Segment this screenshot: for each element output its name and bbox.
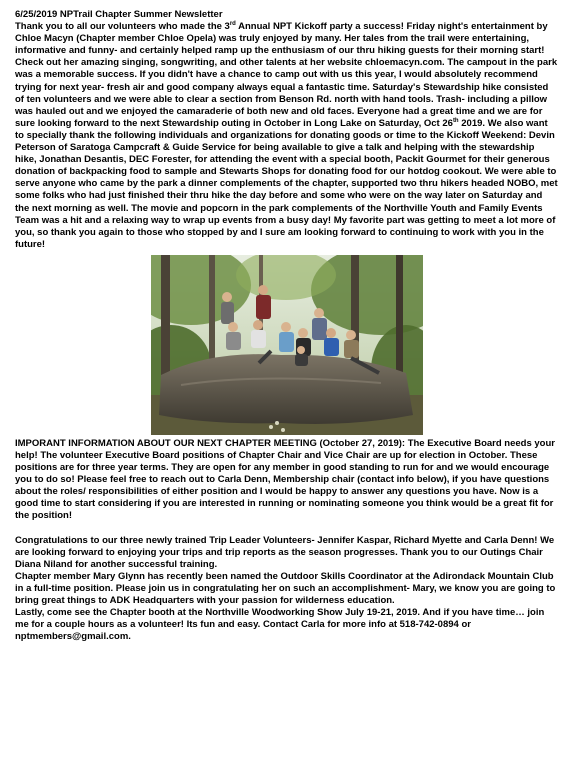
intro-superscript-2: th: [452, 117, 459, 124]
group-photo: [151, 255, 423, 435]
newsletter-header: 6/25/2019 NPTrail Chapter Summer Newsletter: [15, 9, 223, 20]
group-photo-illustration: [151, 255, 423, 435]
intro-paragraph: [15, 21, 558, 251]
intro-text-b: Annual NPT Kickoff party a success! Friday night's entertainment by Chloe Macyn (Chapter member Chloe Opela) was truly enjoyed by many. Her tales from the trail were entertaining, informative and funny- and certainly helped ramp up the enthusiasm of our thru hiking guests for their morning start! Check out her amazing singing, songwriting, and other talents at her website chloemacyn.com. The campout in the park was a memorable success. If you didn't have a chance to camp out with us this year, I would absolutely recommend trying for next year- fresh air and good company always equal a fantastic time. Saturday's Stewardship hike consisted of ten volunteers and we were able to clear a section from Benson Rd. north with hand tools. Trash- including a pillow was hauled out and we enjoyed the camaraderie of both new and old faces. Everyone had a great time and we are for sure looking forward to the next Stewardship outing in October in Long Lake on Saturday, Oct 26: [15, 21, 558, 129]
intro-text-a: Thank you to all our volunteers who made the 3: [15, 21, 230, 33]
intro-superscript: rd: [229, 20, 236, 27]
newsletter-page: [15, 9, 558, 643]
congrats-paragraph: Congratulations to our three newly trained Trip Leader Volunteers- Jennifer Kaspar, Richard Myette and Carla Denn! We are looking forward to enjoying your trips and trip reports as the season progresses. Thank you to our Outings Chair Diana Niland for another successful training.: [15, 534, 555, 570]
lastly-paragraph: Lastly, come see the Chapter booth at the Northville Woodworking Show July 19-21, 2019. And if you have time… join me for a couple hours as a volunteer! Its fun and easy. Contact Carla for more info at 518-742-0894 or nptmembers@gmail.com.: [15, 607, 545, 643]
meeting-paragraph: IMPORANT INFORMATION ABOUT OUR NEXT CHAPTER MEETING (October 27, 2019): The Executive Board needs your help! The volunteer Executive Board positions of Chapter Chair and Vice Chair are up for election in October. These positions are for three year terms. They are open for any member in good standing to run for and we would encourage you to do so! Please feel free to reach out to Carla Denn, Membership chair (contact info below), if you have questions about the roles/ responsibilities of either position and I would be happy to answer any questions you have. Now is a good time to start considering if you are interested in running or nominating someone you think would be a great fit for the position!: [15, 437, 555, 522]
intro-text-c: 2019. We also want to specially thank the following individuals and organizations for donating goods or time to the Kickoff Weekend: Devin Peterson of Saratoga Campcraft & Guide Service for being available to give a talk and helping with the stewardship hike, Jonathan Desantis, DEC Forester, for attending the event with a special booth, Packit Gourmet for their generous donation of backpacking food to sample and Stewarts Shops for donating food for our hotdog cookout. We were able to serve anyone who came by the park a dinner complements of the chapter, supported two thru hikers headed NOBO, met some folks who had just finished their thru hike the day before and some who were on the way later on Saturday and the next morning as well. The movie and popcorn in the park complements of the Northville Youth and Family Events Team was a hit and a relaxing way to wrap up events from a busy day! My favorite part was getting to meet a lot more of you, so thank you again to those who stopped by and I sure am looking forward to continuing to work with you in the future!: [15, 117, 558, 250]
mary-paragraph: Chapter member Mary Glynn has recently been named the Outdoor Skills Coordinator at the Adirondack Mountain Club in a full-time position. Please join us in congratulating her on such an accomplishment- Mary, we know you are going to bring great things to ADK Headquarters with your passion for wilderness education.: [15, 570, 556, 606]
